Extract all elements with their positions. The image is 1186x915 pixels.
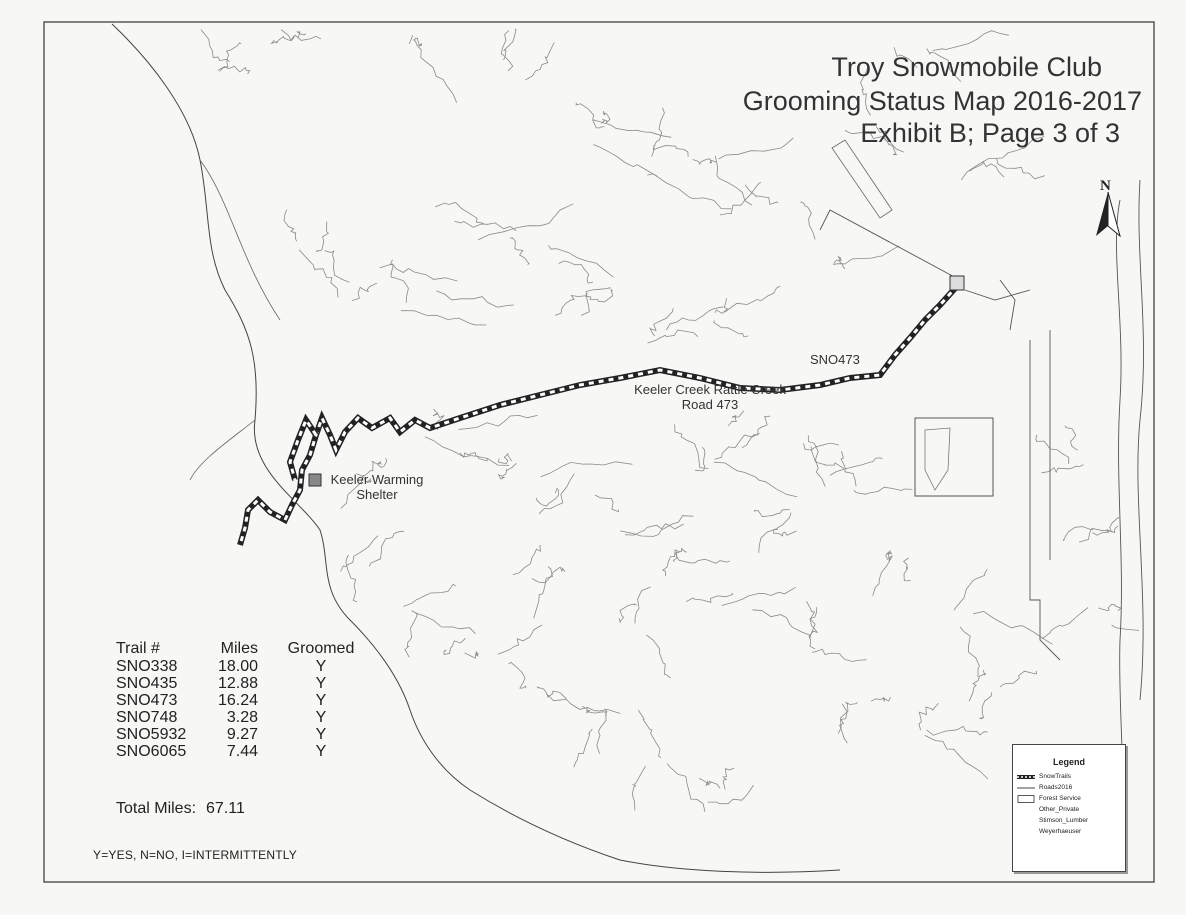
drainage-line [541,462,633,477]
legend-label: Other_Private [1039,806,1080,813]
groomed-key: Y=YES, N=NO, I=INTERMITTENTLY [93,848,297,862]
drainage-line [1042,607,1089,639]
drainage-line [555,293,588,315]
forest-service-symbol-icon [1017,795,1035,803]
drainage-line [635,587,651,624]
drainage-line [804,443,839,450]
drainage-line [715,298,728,313]
drainage-line [722,587,796,605]
drainage-line [925,735,988,779]
trail-groomed: Y [315,658,327,675]
trailhead-icon [950,276,964,290]
drainage-line [714,320,748,336]
drainage-line [646,635,670,678]
drainage-line [352,283,377,300]
trail-id: SNO435 [116,675,178,692]
drainage-line [808,435,825,486]
drainage-line [390,260,408,303]
drainage-line [405,613,417,658]
drainage-line [980,692,992,719]
trail-miles: 3.28 [226,709,258,726]
drainage-line [478,204,573,240]
drainage-line [513,545,541,575]
drainage-line [619,604,637,623]
drainage-line [714,462,797,497]
road-symbol-icon [1017,784,1035,792]
drainage-line [742,416,770,448]
drainage-line [919,703,938,730]
drainage-line [970,162,1004,178]
shelter-label-line1: Keeler Warming [330,472,424,487]
shelter-label-line2: Shelter [356,487,398,502]
drainage-line [1042,465,1084,473]
drainage-line [686,593,732,602]
total-miles-label: Total Miles: [116,800,197,817]
header-groomed: Groomed [287,640,355,657]
drainage-line [752,610,811,638]
drainage-line [369,531,404,566]
road-label [615,382,805,412]
legend-label: Weyerhaeuser [1039,828,1082,835]
drainage-line [719,138,794,159]
legend-label: Roads2016 [1039,784,1073,791]
drainage-line [841,451,856,486]
drainage-line [536,488,558,506]
drainage-line [1112,625,1139,630]
drainage-line [602,111,611,123]
table-row [116,692,366,709]
header-trail: Trail # [116,640,160,657]
drainage-line [834,257,845,269]
drainage-line [774,529,797,536]
drainage-line [201,30,230,62]
table-row [116,658,366,675]
trail-label: SNO473 [810,352,860,367]
road-label-line1: Keeler Creek Rattle Creek [634,382,786,397]
drainage-line [409,35,413,44]
map-title-line3: Exhibit B; Page 3 of 3 [860,118,1120,148]
drainage-line [501,31,513,71]
map-title-line1: Troy Snowmobile Club [831,52,1102,82]
legend-title: Legend [1052,757,1085,767]
legend-swatch [1017,828,1035,836]
drainage-line [810,607,817,649]
drainage-line [559,261,593,283]
trail-id: SNO338 [116,658,178,675]
trail-id: SNO748 [116,709,178,726]
legend-item-weyerhaeuser [1013,826,1125,837]
legend-swatch [1017,806,1035,814]
trail-miles: 18.00 [217,658,258,675]
drainage-line [538,687,567,699]
drainage-line [638,710,661,758]
legend-label: SnowTrails [1039,773,1071,780]
drainage-line [654,145,688,157]
drainage-line [412,611,476,634]
drainage-line [723,768,734,789]
legend-item-roads [1013,782,1125,793]
drainage-line [728,411,743,426]
trail-groomed: Y [315,692,327,709]
trail-id: SNO6065 [116,743,187,760]
drainage-line [218,66,250,74]
drainage-line [574,729,593,767]
table-row [116,709,366,726]
drainage-line [854,487,913,494]
snowtrail-symbol-icon [1017,773,1035,781]
drainage-line [498,625,542,654]
ownership-boundary-2 [190,160,280,480]
drainage-line [675,554,729,564]
drainage-line [652,108,665,157]
drainage-line [436,291,514,307]
drainage-line [297,32,306,38]
legend-swatch [1017,817,1035,825]
header-miles: Miles [220,640,258,657]
drainage-line [532,567,565,583]
drainage-line [725,286,780,312]
drainage-line [969,670,986,701]
drainage-line [594,145,658,177]
trail-miles: 7.44 [226,743,258,760]
drainage-line [715,156,752,205]
drainage-line [425,437,509,466]
legend-label: Stimson_Lumber [1039,817,1089,824]
trail-groomed: Y [315,743,327,760]
drainage-line [510,238,529,265]
drainage-line [666,307,723,330]
drainage-line [632,766,645,810]
snowtrail-sno473 [240,285,958,545]
drainage-line [401,311,487,325]
drainage-line [414,38,422,46]
table-header-row [116,640,366,658]
drainage-line [830,458,882,476]
drainage-line [418,46,457,102]
drainage-line [341,536,379,572]
drainage-line [1063,527,1095,541]
drainage-line [693,159,717,164]
drainage-line [546,694,620,714]
drainage-line [960,627,979,677]
drainage-line [871,697,890,701]
drainage-line [1000,671,1036,687]
drainage-line [1093,518,1119,536]
drainage-line [873,550,891,595]
trail-miles: 12.88 [217,675,258,692]
drainage-line [435,203,484,224]
drainage-line [754,510,790,517]
trail-groomed: Y [315,726,327,743]
table-row [116,675,366,692]
drainage-line [576,103,604,128]
drainage-line [954,569,987,610]
drainage-line [460,453,487,462]
drainage-line [904,558,911,581]
legend-item-snowtrails [1013,771,1125,782]
drainage-line [699,778,720,788]
drainage-line [650,308,674,336]
drainage-line [620,516,693,537]
drainage-line [593,120,672,138]
drainage-line [933,31,1009,51]
trail-groomed: Y [315,675,327,692]
trail-id: SNO473 [116,692,178,709]
map-title-line2: Grooming Status Map 2016-2017 [742,86,1142,116]
drainage-line [372,458,387,467]
drainage-line [403,584,456,606]
parcel-outline [925,428,950,490]
legend-item-forest-service [1013,793,1125,804]
legend-item-stimson [1013,815,1125,826]
drainage-line [812,649,866,661]
total-miles [116,800,245,818]
drainage-line [585,290,612,302]
drainage-line [667,764,705,812]
table-row [116,726,366,743]
total-miles-value: 67.11 [206,800,245,817]
drainage-line [498,453,511,463]
drainage-line [284,210,297,242]
drainage-line [720,182,761,215]
drainage-line [927,726,988,735]
drainage-line [316,222,328,252]
trail-id: SNO5932 [116,726,187,743]
drainage-line [833,246,899,265]
drainage-line [648,330,698,343]
legend-label: Forest Service [1039,795,1081,802]
north-label: N [1100,178,1111,194]
road-network [820,180,1144,830]
drainage-line [525,42,554,80]
trail-miles: 9.27 [226,726,258,743]
road-label-line2: Road 473 [681,397,739,412]
drainage-line [708,785,754,804]
drainage-line [715,433,760,459]
trail-miles: 16.24 [217,692,258,709]
legend-item-other-private [1013,804,1125,815]
drainage-line [595,495,619,512]
drainage-line [539,474,574,514]
drainage-line [299,250,338,298]
trail-mileage-table [116,640,366,760]
drainage-line [534,567,553,619]
parcel-strip [832,140,892,218]
shelter-label [318,472,436,502]
drainage-line [454,221,516,231]
drainage-line [444,638,465,654]
drainage-line [663,550,680,576]
drainage-line [346,555,357,602]
drainage-line [549,246,614,278]
drainage-line [1099,604,1121,611]
map-legend [1012,744,1126,872]
trail-groomed: Y [315,709,327,726]
drainage-line [1065,426,1078,450]
drainage-line [997,159,1046,179]
drainage-line [675,424,709,468]
drainage-line [973,611,1052,644]
drainage-line [1036,435,1069,464]
drainage-line [509,662,526,688]
drainage-line [464,652,478,658]
drainage-line [800,202,815,240]
north-arrow-icon [1096,192,1120,236]
drainage-line [759,513,791,553]
table-row [116,743,366,760]
drainage-line [647,174,731,209]
drainage-line [582,706,606,716]
